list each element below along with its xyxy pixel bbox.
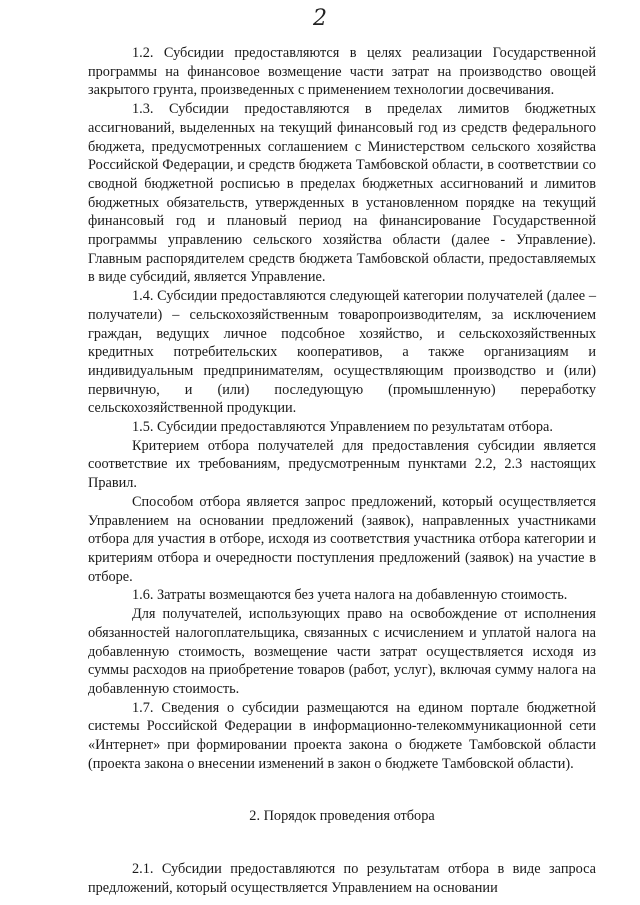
paragraph-vat-exemption: Для получателей, использующих право на освобождение от исполнения обязанностей налогоплательщика, связанных с исчислением и уплатой налога на добавленную стоимость, возмещение части затрат осуществляется исходя из суммы расходов на приобретение товаров (работ, услуг), включая сумму налога на добавленную стоимость. <box>88 606 596 697</box>
paragraph-1-3: 1.3. Субсидии предоставляются в пределах лимитов бюджетных ассигнований, выделенных на текущий финансовый год из средств федерального бюджета, предусмотренных соглашением с Министерством сельского хозяйства Российской Федерации, и средств бюджета Тамбовской области, в соответствии со сводной бюджетной росписью в пределах бюджетных ассигнований и лимитов бюджетных обязательств, утвержденных в установленном порядке на текущий финансовый год и плановый период на финансирование Государственной программы управлению сельского хозяйства области (далее - Управление). Главным распорядителем средств бюджета Тамбовской области, предоставляемых в виде субсидий, является Управление. <box>88 101 596 286</box>
paragraph-1-7: 1.7. Сведения о субсидии размещаются на едином портале бюджетной системы Российской Федерации в информационно-телекоммуникационной сети «Интернет» при формировании проекта закона о бюджете Тамбовской области (проекта закона о внесении изменений в закон о бюджете Тамбовской области). <box>88 699 596 772</box>
paragraph-2-1: 2.1. Субсидии предоставляются по результатам отбора в виде запроса предложений, который осуществляется Управлением на основании <box>88 861 596 896</box>
paragraph-1-6: 1.6. Затраты возмещаются без учета налога на добавленную стоимость. <box>132 587 568 604</box>
paragraph-selection-criterion: Критерием отбора получателей для предоставления субсидии является соответствие их требованиям, предусмотренным пунктами 2.2, 2.3 настоящих Правил. <box>88 437 596 492</box>
page-number: 2 <box>313 6 327 31</box>
paragraph-selection-method: Способом отбора является запрос предложений, который осуществляется Управлением на основании предложений (заявок), направленных участниками отбора для участия в отборе, исходя из соответствия участника отбора категории и критериям отбора и очередности поступления предложений (заявок) на участие в отборе. <box>88 493 596 585</box>
paragraph-1-5: 1.5. Субсидии предоставляются Управлением по результатам отбора. <box>132 419 553 436</box>
section-heading: 2. Порядок проведения отбора <box>249 808 435 825</box>
document-body <box>88 44 596 898</box>
paragraph-1-2: 1.2. Субсидии предоставляются в целях реализации Государственной программы на финансовое возмещение части затрат на производство овощей закрытого грунта, произведенных с применением технологии досвечивания. <box>88 45 596 99</box>
paragraph-1-4: 1.4. Субсидии предоставляются следующей категории получателей (далее – получатели) – сельскохозяйственным товаропроизводителям, за исключением граждан, ведущих личное подсобное хозяйство, и сельскохозяйственных кредитных потребительских кооперативов, а также организациям и индивидуальным предпринимателям, осуществляющим производство и (или) первичную, и (или) последующую (промышленную) переработку сельскохозяйственной продукции. <box>88 288 596 417</box>
